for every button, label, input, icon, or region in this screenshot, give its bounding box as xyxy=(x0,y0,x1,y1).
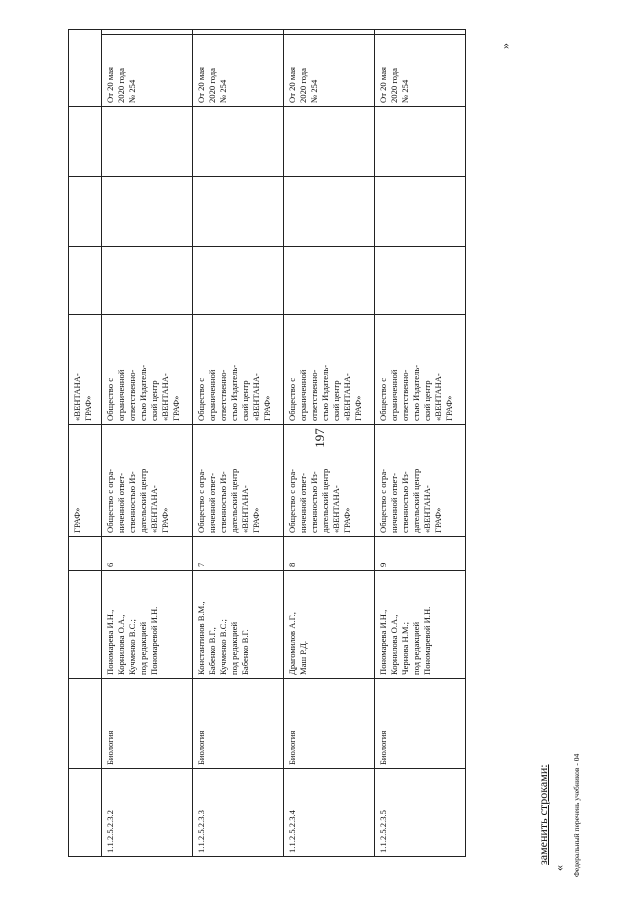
table-row xyxy=(102,30,193,857)
cell-subject: Биология xyxy=(102,679,193,769)
header-cell xyxy=(69,177,102,247)
cell-subject: Биология xyxy=(375,679,466,769)
cell-num: 7 xyxy=(193,537,284,571)
cell-c8 xyxy=(193,177,284,247)
cell-subject: Биология xyxy=(284,679,375,769)
cell-authors: Пономарева И.Н., Корнилова О.А., Кучменко В.С.; под редакцией Пономаревой И.Н. xyxy=(102,571,193,679)
cell-pub: Общество с огра- ниченной ответ- ственностью Из- дательский центр «ВЕНТАНА- ГРАФ» xyxy=(102,425,193,537)
cell-pub: Общество с огра- ниченной ответ- ственностью Из- дательский центр «ВЕНТАНА- ГРАФ» xyxy=(193,425,284,537)
cell-c8 xyxy=(375,177,466,247)
textbook-table xyxy=(68,29,466,857)
cell-c7 xyxy=(102,247,193,315)
cell-last xyxy=(193,30,284,35)
header-cell xyxy=(69,247,102,315)
continuation-mark: » xyxy=(498,43,512,49)
cell-num: 8 xyxy=(284,537,375,571)
cell-pub2: Общество с ограниченной ответственно- стью Издатель- ский центр «ВЕНТАНА- ГРАФ» xyxy=(193,315,284,425)
cell-last xyxy=(102,30,193,35)
cell-code: 1.1.2.5.2.3.4 xyxy=(284,769,375,857)
cell-c7 xyxy=(375,247,466,315)
header-cell xyxy=(69,679,102,769)
table-body xyxy=(69,30,466,857)
cell-c8 xyxy=(284,177,375,247)
cell-pub: Общество с огра- ниченной ответ- ственностью Из- дательский центр «ВЕНТАНА- ГРАФ» xyxy=(375,425,466,537)
cell-c9 xyxy=(375,107,466,177)
table-header-row xyxy=(69,30,102,857)
cell-c9 xyxy=(193,107,284,177)
cell-order: От 20 мая 2020 года № 254 xyxy=(193,35,284,107)
cell-order: От 20 мая 2020 года № 254 xyxy=(284,35,375,107)
cell-code: 1.1.2.5.2.3.2 xyxy=(102,769,193,857)
cell-c9 xyxy=(284,107,375,177)
cell-num: 6 xyxy=(102,537,193,571)
cell-subject: Биология xyxy=(193,679,284,769)
header-cell xyxy=(69,769,102,857)
table-row xyxy=(193,30,284,857)
cell-last xyxy=(375,30,466,35)
cell-pub2: Общество с ограниченной ответственно- стью Издатель- ский центр «ВЕНТАНА- ГРАФ» xyxy=(375,315,466,425)
table-row xyxy=(375,30,466,857)
cell-pub2: Общество с ограниченной ответственно- стью Издатель- ский центр «ВЕНТАНА- ГРАФ» xyxy=(284,315,375,425)
cell-order: От 20 мая 2020 года № 254 xyxy=(102,35,193,107)
page-number: 197 xyxy=(312,428,327,448)
header-cell xyxy=(69,107,102,177)
header-cell xyxy=(69,30,102,107)
table-row xyxy=(284,30,375,857)
header-cell xyxy=(69,571,102,679)
header-cell: ГРАФ» xyxy=(69,425,102,537)
cell-authors: Драгомилов А.Г., Маш Р.Д. xyxy=(284,571,375,679)
replace-rows-label: заменить строками: xyxy=(536,764,550,865)
cell-code: 1.1.2.5.2.3.3 xyxy=(193,769,284,857)
cell-authors: Константинов В.М., Бабенко В.Г., Кучменко В.С.; под редакцией Бабенко В.Г. xyxy=(193,571,284,679)
cell-authors: Пономарева И.Н., Корнилова О.А., Чернова Н.М.; под редакцией Пономаревой И.Н. xyxy=(375,571,466,679)
cell-pub2: Общество с ограниченной ответственно- стью Издатель- ский центр «ВЕНТАНА- ГРАФ» xyxy=(102,315,193,425)
cell-c8 xyxy=(102,177,193,247)
cell-code: 1.1.2.5.2.3.5 xyxy=(375,769,466,857)
opening-quote: « xyxy=(552,865,566,871)
cell-last xyxy=(284,30,375,35)
footer-note: Федеральный перечень учебников - 04 xyxy=(572,753,581,877)
cell-pub: Общество с огра- ниченной ответ- ственностью Из- дательский центр «ВЕНТАНА- ГРАФ» xyxy=(284,425,375,537)
header-cell xyxy=(69,537,102,571)
header-cell: «ВЕНТАНА- ГРАФ» xyxy=(69,315,102,425)
cell-order: От 20 мая 2020 года № 254 xyxy=(375,35,466,107)
cell-c9 xyxy=(102,107,193,177)
cell-c7 xyxy=(193,247,284,315)
cell-num: 9 xyxy=(375,537,466,571)
cell-c7 xyxy=(284,247,375,315)
